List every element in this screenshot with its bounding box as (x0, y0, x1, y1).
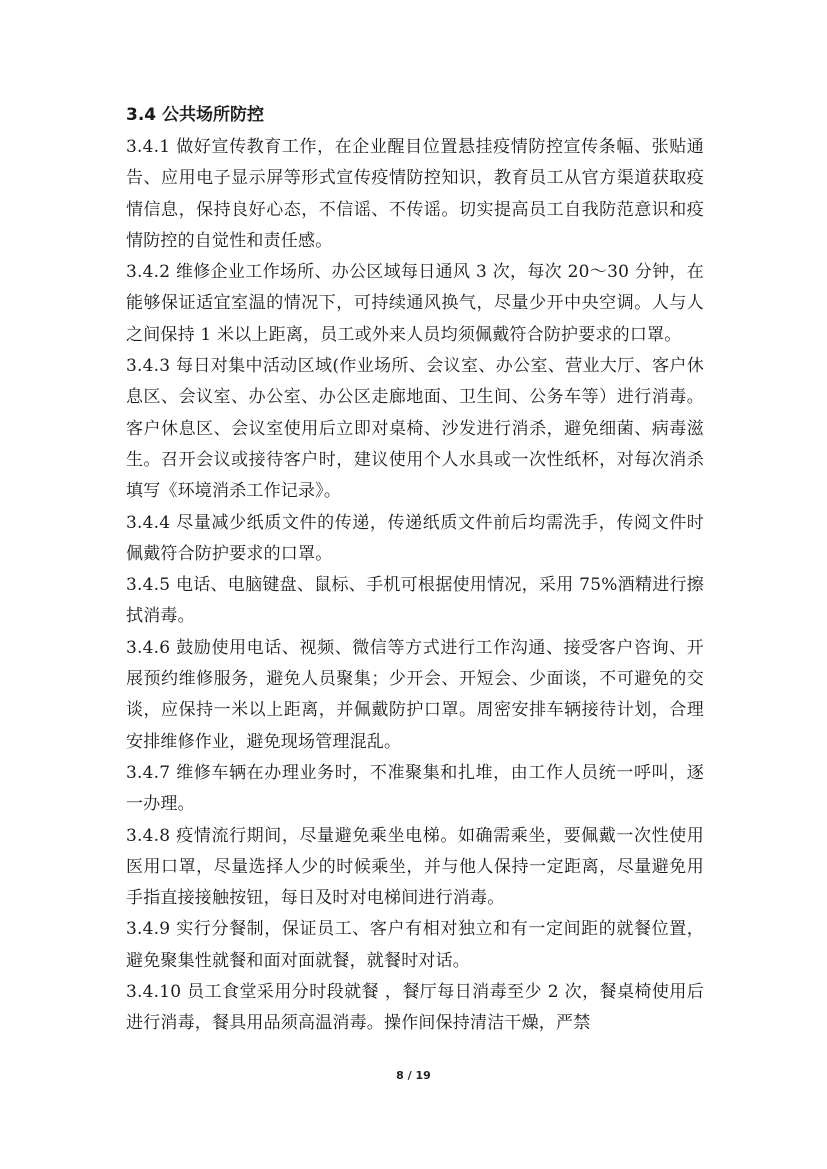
page-number: 8 / 19 (396, 1069, 431, 1082)
paragraph-3-4-10: 3.4.10 员工食堂采用分时段就餐 ，餐厅每日消毒至少 2 次，餐桌椅使用后进行消毒，餐具用品须高温消毒。操作间保持清洁干燥，严禁 (126, 982, 704, 1034)
page-content (126, 101, 704, 1040)
paragraph-3-4-1: 3.4.1 做好宣传教育工作，在企业醒目位置悬挂疫情防控宣传条幅、张贴通告、应用电子显示屏等形式宣传疫情防控知识，教育员工从官方渠道获取疫情信息，保持良好心态，不信谣、不传谣。切实提高员工自我防范意识和疫情防控的自觉性和责任感。 (126, 137, 704, 251)
paragraph-3-4-3: 3.4.3 每日对集中活动区域(作业场所、会议室、办公室、营业大厅、客户休息区、会议室、办公室、办公区走廊地面、卫生间、公务车等）进行消毒。客户休息区、会议室使用后立即对桌椅、沙发进行消杀，避免细菌、病毒滋生。召开会议或接待客户时，建议使用个人水具或一次性纸杯，对每次消杀填写《环境消杀工作记录》。 (126, 356, 704, 502)
paragraph-3-4-9: 3.4.9 实行分餐制，保证员工、客户有相对独立和有一定间距的就餐位置，避免聚集性就餐和面对面就餐，就餐时对话。 (126, 919, 704, 971)
paragraph-3-4-5: 3.4.5 电话、电脑键盘、鼠标、手机可根据使用情况，采用 75%酒精进行擦拭消毒。 (126, 575, 704, 627)
paragraph-3-4-2: 3.4.2 维修企业工作场所、办公区域每日通风 3 次，每次 20～30 分钟，在能够保证适宜室温的情况下，可持续通风换气，尽量少开中央空调。人与人之间保持 1 米以上距离，员工或外来人员均须佩戴符合防护要求的口罩。 (126, 262, 704, 345)
paragraph-3-4-7: 3.4.7 维修车辆在办理业务时，不准聚集和扎堆，由工作人员统一呼叫，逐一办理。 (126, 762, 704, 815)
section-heading: 3.4 公共场所防控 (126, 105, 265, 125)
paragraph-3-4-4: 3.4.4 尽量减少纸质文件的传递，传递纸质文件前后均需洗手，传阅文件时佩戴符合防护要求的口罩。 (126, 512, 704, 564)
paragraph-3-4-8: 3.4.8 疫情流行期间，尽量避免乘坐电梯。如确需乘坐，要佩戴一次性使用医用口罩，尽量选择人少的时候乘坐，并与他人保持一定距离，尽量避免用手指直接接触按钮，每日及时对电梯间进行消毒。 (126, 825, 704, 909)
paragraph-3-4-6: 3.4.6 鼓励使用电话、视频、微信等方式进行工作沟通、接受客户咨询、开展预约维修服务，避免人员聚集；少开会、开短会、少面谈，不可避免的交谈，应保持一米以上距离，并佩戴防护口罩。周密安排车辆接待计划，合理安排维修作业，避免现场管理混乱。 (126, 637, 704, 752)
